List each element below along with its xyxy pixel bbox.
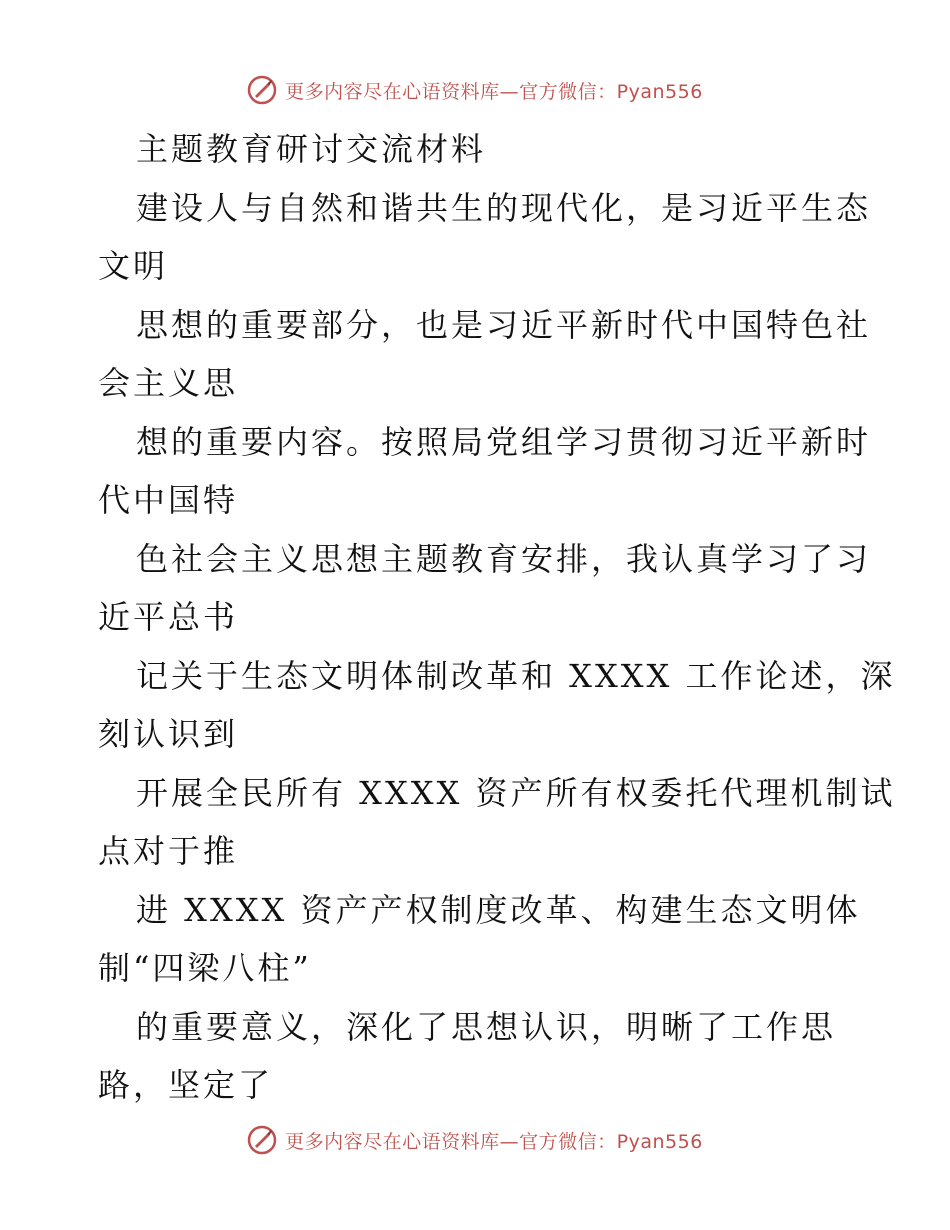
- paragraph-line: 制“四梁八柱”: [98, 949, 312, 987]
- document-title: 主题教育研讨交流材料: [136, 130, 487, 168]
- paragraph-line: 点对于推: [98, 832, 239, 870]
- paragraph-line: 会主义思: [98, 364, 239, 402]
- paragraph-line: 建设人与自然和谐共生的现代化，是习近平生态: [136, 188, 872, 227]
- paragraph-line: 想的重要内容。按照局党组学习贯彻习近平新时: [136, 422, 872, 461]
- quill-logo-icon: [247, 75, 277, 105]
- paragraph-line: 代中国特: [98, 481, 239, 519]
- header-watermark-text: 更多内容尽在心语资料库—官方微信：Pyan556: [285, 80, 703, 103]
- footer-watermark-banner: [0, 1120, 950, 1160]
- paragraph-line: 近平总书: [98, 598, 239, 636]
- paragraph-line: 文明: [98, 247, 169, 285]
- paragraph-line: 路，坚定了: [98, 1066, 274, 1104]
- paragraph-line: 思想的重要部分，也是习近平新时代中国特色社: [136, 305, 872, 344]
- document-body: [98, 120, 896, 1115]
- paragraph-line: 的重要意义，深化了思想认识，明晰了工作思: [136, 1007, 837, 1046]
- header-watermark-banner: [0, 70, 950, 110]
- paragraph-line: 开展全民所有 XXXX 资产所有权委托代理机制试: [136, 773, 896, 812]
- quill-logo-icon: [247, 1125, 277, 1155]
- footer-watermark-text: 更多内容尽在心语资料库—官方微信：Pyan556: [285, 1130, 703, 1153]
- paragraph-line: 进 XXXX 资产产权制度改革、构建生态文明体: [136, 890, 861, 929]
- paragraph-line: 色社会主义思想主题教育安排，我认真学习了习: [136, 539, 872, 578]
- paragraph-line: 刻认识到: [98, 715, 239, 753]
- paragraph-line: 记关于生态文明体制改革和 XXXX 工作论述，深: [136, 656, 896, 695]
